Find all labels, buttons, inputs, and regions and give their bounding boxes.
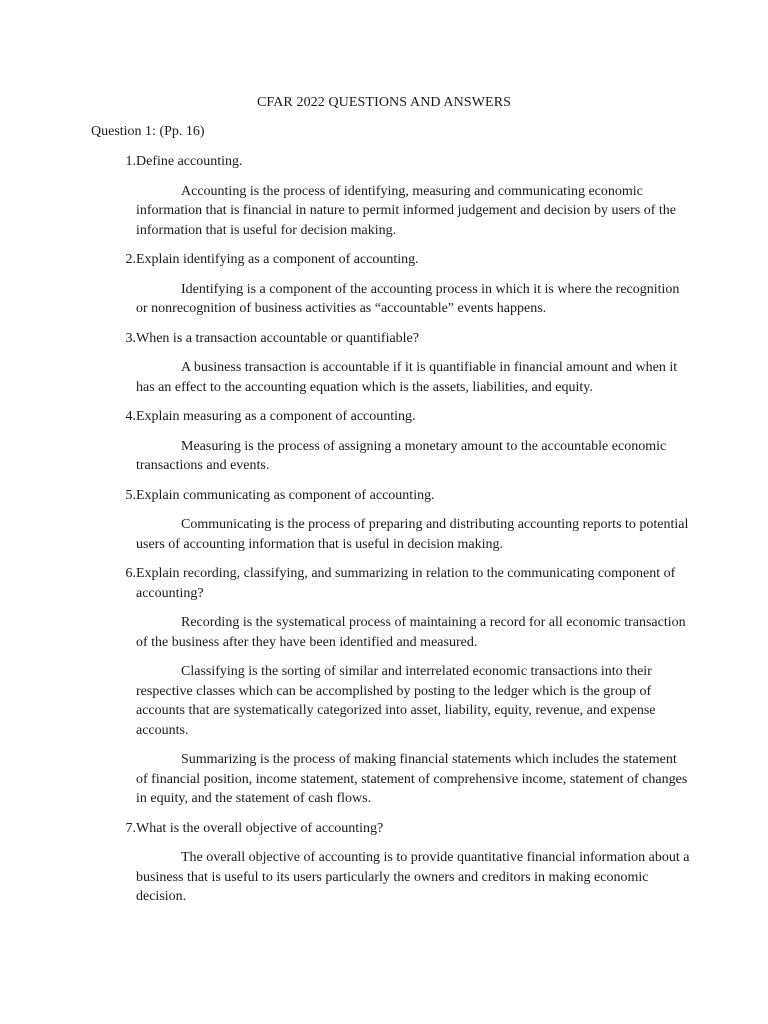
document-title: CFAR 2022 QUESTIONS AND ANSWERS xyxy=(256,95,512,110)
answer-paragraph: Measuring is the process of assigning a monetary amount to the accountable economic transactions and events. xyxy=(136,438,667,473)
question-item xyxy=(91,407,691,427)
answer-paragraph: Communicating is the process of preparing and distributing accounting reports to potential users of accounting information that is useful in decision making. xyxy=(136,517,689,552)
answer-paragraph: Accounting is the process of identifying, measuring and communicating economic information that is financial in nature to permit informed judgement and decision by users of the information that is useful for decision making. xyxy=(136,183,677,238)
question-number: 2. xyxy=(125,252,136,267)
question-item xyxy=(91,819,691,839)
question-text: Explain communicating as component of accounting. xyxy=(136,487,435,503)
question-number: 7. xyxy=(125,820,136,836)
question-text: Explain identifying as a component of accounting. xyxy=(136,252,419,267)
question-text: What is the overall objective of accounting? xyxy=(136,820,384,836)
question-item xyxy=(91,250,691,270)
question-number: 4. xyxy=(125,409,136,424)
answer-paragraph: Recording is the systematical process of maintaining a record for all economic transaction of the business after they have been identified and measured. xyxy=(136,615,686,650)
question-number: 6. xyxy=(125,566,136,581)
question-item xyxy=(91,329,691,349)
question-number: 3. xyxy=(125,330,136,346)
question-text: Explain recording, classifying, and summarizing in relation to the communicating component of accounting? xyxy=(136,566,676,601)
answer-paragraph: Classifying is the sorting of similar and interrelated economic transactions into their respective classes which can be accomplished by posting to the ledger which is the group of accounts that are systematically categorized into asset, liability, equity, revenue, and expense accounts. xyxy=(136,664,656,738)
question-item xyxy=(91,564,691,603)
answer-paragraph: The overall objective of accounting is to provide quantitative financial information about a business that is useful to its users particularly the owners and creditors in making economic decision. xyxy=(136,850,690,904)
question-text: Define accounting. xyxy=(136,154,243,169)
question-list xyxy=(91,152,691,907)
question-item xyxy=(91,486,691,506)
question-item xyxy=(91,152,691,172)
answer-paragraph: A business transaction is accountable if it is quantifiable in financial amount and when it has an effect to the accounting equation which is the assets, liabilities, and equity. xyxy=(136,360,678,395)
question-text: When is a transaction accountable or quantifiable? xyxy=(136,330,419,346)
question-number: 5. xyxy=(125,487,136,503)
answer-paragraph: Summarizing is the process of making financial statements which includes the statement of financial position, income statement, statement of comprehensive income, statement of changes in equity, and the statement of cash flows. xyxy=(136,752,688,806)
question-heading: Question 1: (Pp. 16) xyxy=(91,124,205,139)
question-text: Explain measuring as a component of accounting. xyxy=(136,409,416,424)
question-number: 1. xyxy=(125,154,136,169)
answer-paragraph: Identifying is a component of the accounting process in which it is where the recognition or nonrecognition of business activities as “accountable” events happens. xyxy=(136,281,680,316)
